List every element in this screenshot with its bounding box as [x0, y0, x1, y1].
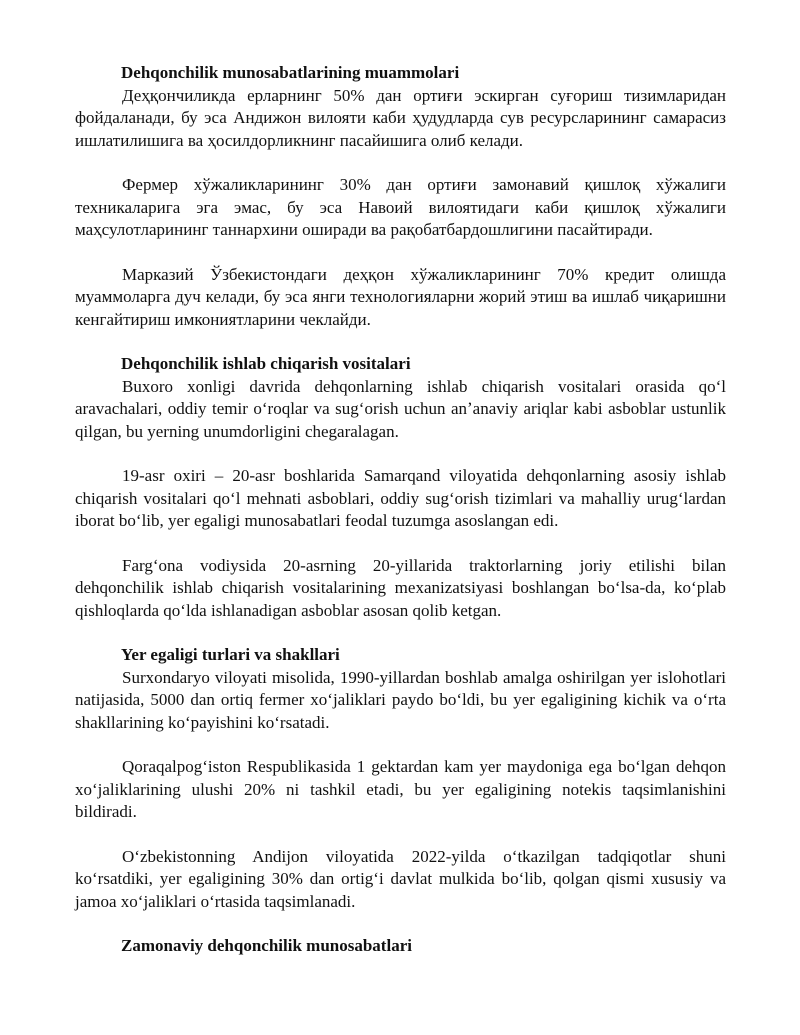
section-heading: Yer egaligi turlari va shakllari — [121, 645, 340, 664]
section-heading: Dehqonchilik munosabatlarining muammolari — [121, 63, 460, 82]
paragraph: Марказий Ўзбекистондаги деҳқон хўжаликларининг 70% кредит олишда муаммоларга дуч келади, бу эса янги технологияларни жорий этиш ва ишлаб чиқаришни кенгайтириш имкониятларини чеклайди. — [75, 264, 726, 329]
paragraph: Фермер хўжаликларининг 30% дан ортиғи замонавий қишлоқ хўжалиги техникаларига эга эмас, бу эса Навоий вилоятидаги каби қишлоқ хўжалиги маҳсулотларининг таннархини оширади ва рақобатбардошлигини пасайтиради. — [75, 175, 726, 239]
paragraph: Oʻzbekistonning Andijon viloyatida 2022-yilda oʻtkazilgan tadqiqotlar shuni koʻrsatdiki, yer egaligining 30% dan ortigʻi davlat mulkida boʻlib, qolgan qismi xususiy va jamoa xoʻjaliklari oʻrtasida taqsimlanadi. — [75, 846, 726, 911]
document-page — [75, 62, 726, 958]
paragraph: Qoraqalpogʻiston Respublikasida 1 gektardan kam yer maydoniga ega boʻlgan dehqon xoʻjaliklarining ulushi 20% ni tashkil etadi, bu yer egaligining notekis taqsimlanishini bildiradi. — [75, 757, 726, 821]
paragraph: 19-asr oxiri – 20-asr boshlarida Samarqand viloyatida dehqonlarning asosiy ishlab chiqarish vositalari qoʻl mehnati asboblari, oddiy sugʻorish tizimlari va mahalliy urugʻlardan iborat boʻlib, yer egaligi munosabatlari feodal tuzumga asoslangan edi. — [75, 466, 726, 530]
paragraph: Surxondaryo viloyati misolida, 1990-yillardan boshlab amalga oshirilgan yer islohotlari natijasida, 5000 dan ortiq fermer xoʻjaliklari paydo boʻldi, bu yer egaligining kichik va oʻrta shakllarining koʻpayishini koʻrsatadi. — [75, 667, 726, 732]
paragraph: Buxoro xonligi davrida dehqonlarning ishlab chiqarish vositalari orasida qoʻl aravachalari, oddiy temir oʻroqlar va sugʻorish uchun anʼanaviy ariqlar kabi asboblar ustunlik qilgan, bu yerning unumdorligini chegaralagan. — [75, 376, 726, 441]
paragraph: Деҳқончиликда ерларнинг 50% дан ортиғи эскирган суғориш тизимларидан фойдаланади, бу эса Андижон вилояти каби ҳудудларда сув ресурсларининг самарасиз ишлатилишига ва ҳосилдорликнинг пасайишига олиб келади. — [75, 85, 726, 150]
paragraph: Fargʻona vodiysida 20-asrning 20-yillarida traktorlarning joriy etilishi bilan dehqonchilik ishlab chiqarish vositalarining mexanizatsiyasi boshlangan boʻlsa-da, koʻplab qishloqlarda qoʻlda ishlanadigan asboblar asosan qolib ketgan. — [75, 555, 726, 620]
section-heading: Zamonaviy dehqonchilik munosabatlari — [121, 936, 412, 955]
section-heading: Dehqonchilik ishlab chiqarish vositalari — [121, 354, 411, 373]
